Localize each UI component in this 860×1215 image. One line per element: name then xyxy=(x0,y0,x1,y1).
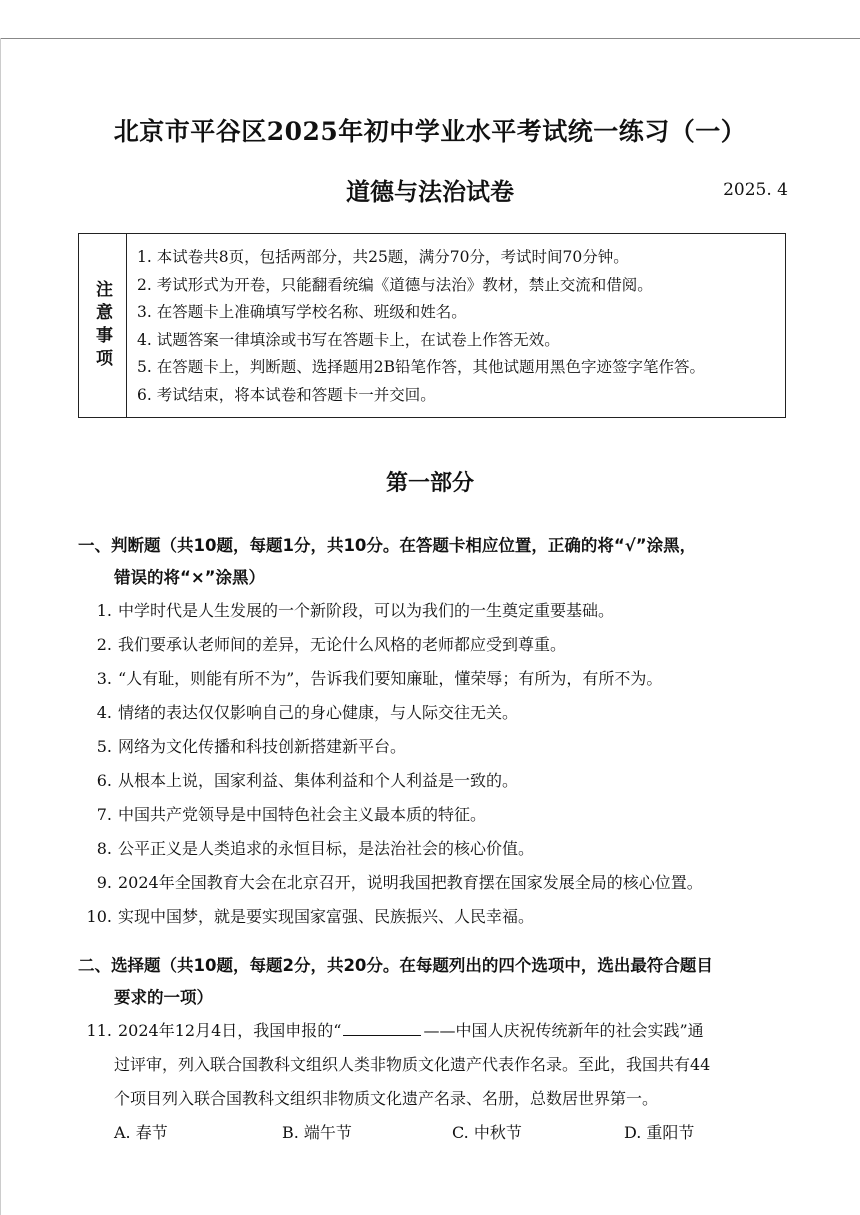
list-item: 7. 中国共产党领导是中国特色社会主义最本质的特征。 xyxy=(96,805,487,824)
notice-list xyxy=(137,244,777,409)
list-item: 1. 中学时代是人生发展的一个新阶段，可以为我们的一生奠定重要基础。 xyxy=(96,601,615,620)
notice-item: 5. 在答题卡上，判断题、选择题用2B铅笔作答，其他试题用黑色字迹签字笔作答。 xyxy=(137,358,705,376)
list-item: 9. 2024年全国教育大会在北京召开，说明我国把教育摆在国家发展全局的核心位置。 xyxy=(96,873,703,892)
section-two-heading-line2: 要求的一项） xyxy=(114,988,213,1007)
option-d: D. 重阳节 xyxy=(624,1123,695,1142)
list-item: 10. 实现中国梦，就是要实现国家富强、民族振兴、人民幸福。 xyxy=(86,907,535,926)
section-one-heading-line2: 错误的将“×”涂黑） xyxy=(114,568,266,587)
list-item: 8. 公平正义是人类追求的永恒目标，是法治社会的核心价值。 xyxy=(96,839,535,858)
option-c: C. 中秋节 xyxy=(452,1123,522,1142)
notice-item: 3. 在答题卡上准确填写学校名称、班级和姓名。 xyxy=(137,303,467,321)
notice-item: 4. 试题答案一律填涂或书写在答题卡上，在试卷上作答无效。 xyxy=(137,330,560,349)
question-11-line2: 过评审，列入联合国教科文组织人类非物质文化遗产代表作名录。至此，我国共有44 xyxy=(114,1055,711,1074)
option-a: A. 春节 xyxy=(114,1123,168,1142)
question-11-options xyxy=(114,1120,754,1150)
question-11-line3: 个项目列入联合国教科文组织非物质文化遗产名录、名册，总数居世界第一。 xyxy=(114,1089,659,1108)
notice-label: 注意事项 xyxy=(92,279,112,372)
part-one-title: 第一部分 xyxy=(385,470,474,496)
exam-date: 2025. 4 xyxy=(723,180,788,200)
answer-blank xyxy=(343,1017,421,1036)
list-item: 5. 网络为文化传播和科技创新搭建新平台。 xyxy=(96,737,407,756)
subtitle-row xyxy=(0,172,860,206)
section-one-heading xyxy=(78,530,790,594)
section-two-heading xyxy=(78,950,790,1014)
exam-subtitle: 道德与法治试卷 xyxy=(346,177,514,206)
question-11-line1: 11. 2024年12月4日，我国申报的“ ——中国人庆祝传统新年的社会实践”通 xyxy=(78,1014,790,1048)
judgment-question-list xyxy=(78,594,790,934)
notice-item: 1. 本试卷共8页，包括两部分，共25题，满分70分，考试时间70分钟。 xyxy=(137,248,629,266)
page-top-border xyxy=(0,38,860,39)
list-item: 6. 从根本上说，国家利益、集体利益和个人利益是一致的。 xyxy=(96,771,519,790)
notice-label-cell xyxy=(79,234,127,417)
section-one-heading-line1: 一、判断题（共10题，每题1分，共10分。在答题卡相应位置，正确的将“√”涂黑， xyxy=(78,536,697,555)
notice-item: 6. 考试结束，将本试卷和答题卡一并交回。 xyxy=(137,385,436,404)
notice-box xyxy=(78,233,786,418)
list-item: 2. 我们要承认老师间的差异，无论什么风格的老师都应受到尊重。 xyxy=(96,635,567,654)
page-left-border xyxy=(0,38,1,1215)
list-item: 4. 情绪的表达仅仅影响自己的身心健康，与人际交往无关。 xyxy=(96,703,519,722)
question-11 xyxy=(78,1014,790,1116)
list-item: 3. “人有耻，则能有所不为”，告诉我们要知廉耻，懂荣辱；有所为，有所不为。 xyxy=(96,669,663,688)
exam-title: 北京市平谷区2025年初中学业水平考试统一练习（一） xyxy=(113,117,747,146)
option-b: B. 端午节 xyxy=(282,1123,352,1142)
section-two-heading-line1: 二、选择题（共10题，每题2分，共20分。在每题列出的四个选项中，选出最符合题目 xyxy=(78,956,713,975)
notice-item: 2. 考试形式为开卷，只能翻看统编《道德与法治》教材，禁止交流和借阅。 xyxy=(137,275,653,294)
